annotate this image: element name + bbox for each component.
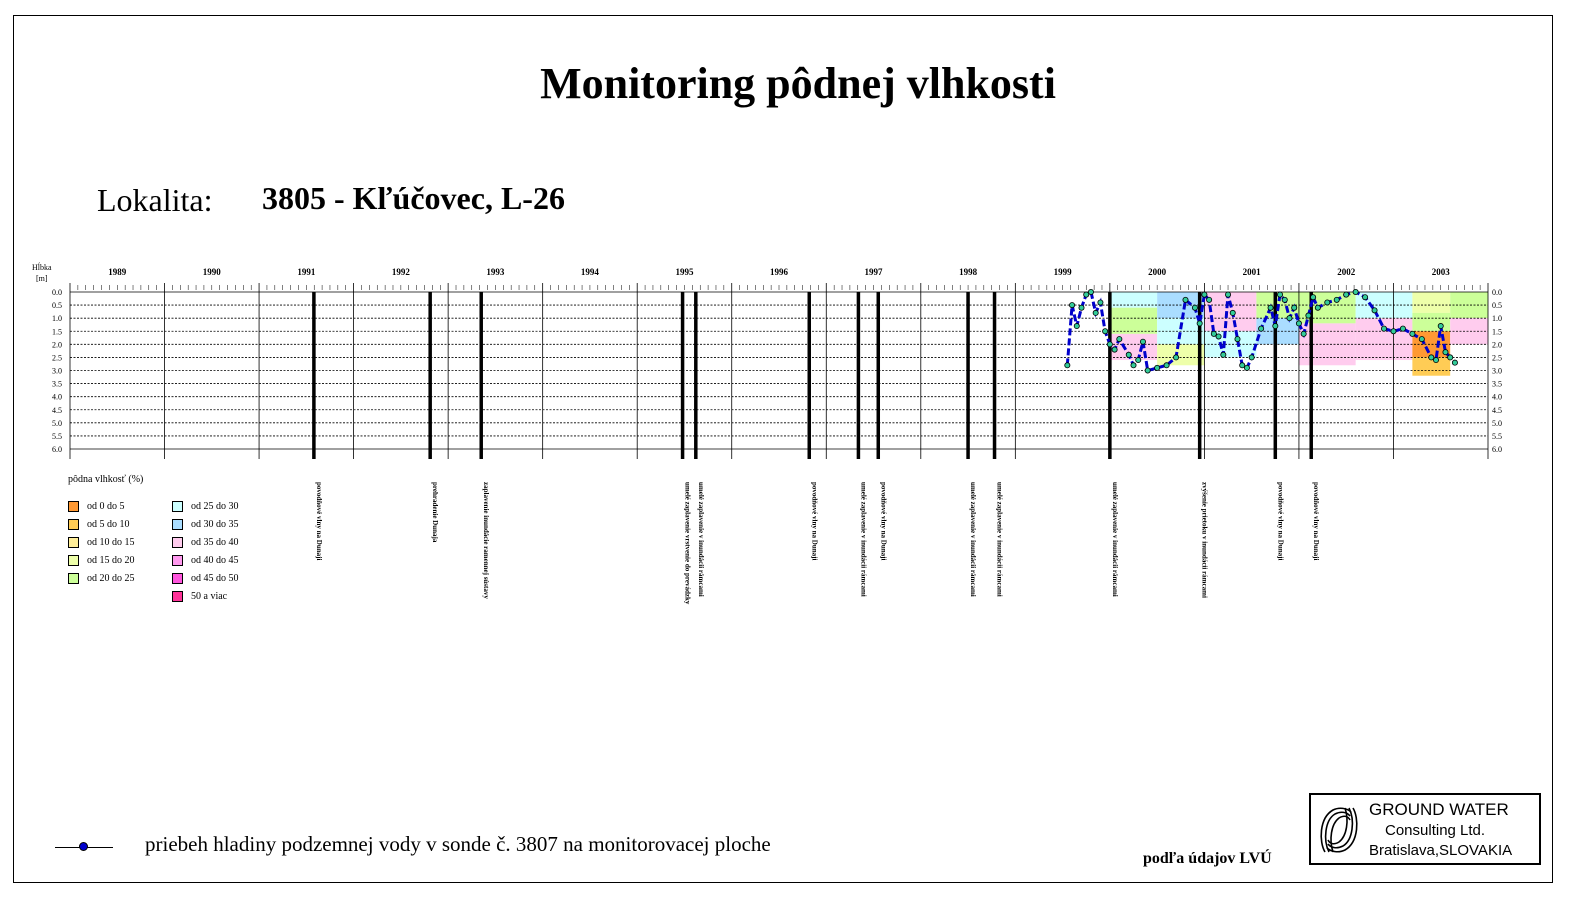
moisture-swatch	[68, 555, 79, 566]
event-label: zaplavenie inundácie ramennej sústavy	[482, 482, 491, 599]
moisture-legend-item	[172, 518, 239, 532]
event-label: povodňové vlny na Dunaji	[1276, 482, 1285, 561]
groundwater-point	[1334, 297, 1339, 302]
moisture-legend-item	[172, 590, 227, 604]
moisture-legend-label: od 35 do 40	[191, 537, 239, 548]
moisture-swatch	[172, 537, 183, 548]
depth-tick-label: 2.5	[52, 353, 62, 363]
event-label: povodňové vlny na Dunaji	[314, 482, 323, 561]
moisture-legend-item	[68, 518, 130, 532]
moisture-legend-item	[68, 500, 125, 514]
groundwater-point	[1084, 292, 1089, 297]
legend-marker	[79, 842, 88, 851]
moisture-legend-label: od 40 do 45	[191, 555, 239, 566]
depth-tick-label: 5.5	[52, 431, 62, 441]
moisture-swatch	[172, 501, 183, 512]
groundwater-point	[1098, 300, 1103, 305]
depth-tick-label: 1.0	[52, 314, 62, 324]
groundwater-point	[1391, 329, 1396, 334]
groundwater-point	[1225, 292, 1230, 297]
groundwater-point	[1282, 297, 1287, 302]
year-label: 1995	[675, 267, 694, 277]
groundwater-point	[1277, 292, 1282, 297]
groundwater-point	[1183, 297, 1188, 302]
year-label: 1998	[959, 267, 978, 277]
depth-tick-label: 4.5	[52, 405, 62, 415]
moisture-swatch	[68, 501, 79, 512]
depth-tick-label-right: 6.0	[1492, 445, 1502, 454]
moisture-legend-label: od 5 do 10	[87, 519, 130, 530]
groundwater-point	[1079, 305, 1084, 310]
depth-tick-label-right: 4.0	[1492, 392, 1502, 402]
groundwater-point	[1296, 321, 1301, 326]
location-value: 3805 - Kľúčovec, L-26	[262, 180, 565, 216]
groundwater-point	[1419, 337, 1424, 342]
depth-tick-label: 4.0	[52, 392, 62, 402]
depth-tick-label-right: 3.5	[1492, 379, 1502, 389]
year-label: 1994	[580, 267, 599, 277]
groundwater-point	[1311, 295, 1316, 300]
year-label: 2000	[1148, 267, 1167, 277]
year-label: 1991	[297, 267, 316, 277]
year-label: 1999	[1053, 267, 1072, 277]
moisture-swatch	[68, 537, 79, 548]
moisture-cell	[1412, 313, 1450, 331]
event-label: povodňové vlny na Dunaji	[1312, 482, 1321, 561]
groundwater-point	[1136, 357, 1141, 362]
groundwater-point	[1306, 313, 1311, 318]
event-label: prehradenie Dunaja	[431, 482, 440, 543]
depth-tick-label-right: 2.5	[1492, 353, 1502, 363]
groundwater-point	[1438, 323, 1443, 328]
groundwater-point	[1273, 323, 1278, 328]
location-label: Lokalita:	[97, 182, 213, 218]
groundwater-point	[1207, 297, 1212, 302]
groundwater-point	[1173, 355, 1178, 360]
groundwater-point	[1259, 326, 1264, 331]
depth-tick-label: 0.5	[52, 301, 62, 311]
depth-axis-unit: [m]	[36, 274, 48, 283]
groundwater-point	[1443, 350, 1448, 355]
groundwater-point	[1107, 342, 1112, 347]
groundwater-point	[1117, 337, 1122, 342]
event-label: zvýšenie prietoku v inundácii rámcami	[1200, 482, 1209, 598]
groundwater-point	[1410, 331, 1415, 336]
groundwater-point	[1216, 334, 1221, 339]
groundwater-point	[1400, 326, 1405, 331]
groundwater-point	[1240, 363, 1245, 368]
depth-tick-label-right: 3.0	[1492, 366, 1502, 376]
event-label: umelé zaplavenie v inundácii rámcami	[696, 482, 705, 597]
groundwater-point	[1353, 289, 1358, 294]
event-label: umelé zaplavenie v inundácii rámcami	[1110, 482, 1119, 597]
moisture-legend-item	[68, 572, 135, 586]
depth-tick-label-right: 4.5	[1492, 405, 1502, 415]
groundwater-point	[1433, 357, 1438, 362]
depth-axis-label: Hĺbka	[32, 263, 52, 272]
event-label: umelé zaplavenie v inundácii rámcami	[995, 482, 1004, 597]
depth-tick-label: 6.0	[52, 445, 62, 454]
groundwater-point	[1363, 295, 1368, 300]
groundwater-point	[1164, 363, 1169, 368]
source-note: podľa údajov LVÚ	[1143, 850, 1272, 867]
groundwater-point	[1155, 365, 1160, 370]
year-label: 1992	[391, 267, 410, 277]
groundwater-point	[1145, 368, 1150, 373]
groundwater-point	[1126, 352, 1131, 357]
page-title: Monitoring pôdnej vlhkosti	[540, 59, 1056, 108]
depth-tick-label-right: 5.5	[1492, 431, 1502, 441]
groundwater-point	[1131, 363, 1136, 368]
event-label: umelé zaplavenie vrstvenie do prevádzky	[683, 482, 692, 605]
logo-icon	[1317, 802, 1361, 858]
depth-tick-label-right: 5.0	[1492, 418, 1502, 428]
company-logo	[1309, 793, 1541, 865]
groundwater-point	[1292, 305, 1297, 310]
moisture-legend-label: od 10 do 15	[87, 537, 135, 548]
groundwater-point	[1221, 352, 1226, 357]
year-label: 2001	[1242, 267, 1261, 277]
moisture-legend-label: od 45 do 50	[191, 573, 239, 584]
moisture-swatch	[172, 519, 183, 530]
moisture-legend-item	[172, 554, 239, 568]
moisture-swatch	[172, 573, 183, 584]
depth-tick-label-right: 1.5	[1492, 327, 1502, 337]
logo-line-1: GROUND WATER	[1369, 800, 1509, 819]
year-label: 1990	[202, 267, 221, 277]
groundwater-point	[1325, 300, 1330, 305]
depth-tick-label: 1.5	[52, 327, 62, 337]
year-label: 2002	[1337, 267, 1356, 277]
moisture-legend-label: 50 a viac	[191, 591, 228, 602]
depth-tick-label: 3.0	[52, 366, 62, 376]
depth-tick-label: 5.0	[52, 418, 62, 428]
moisture-swatch	[172, 555, 183, 566]
depth-tick-label-right: 0.5	[1492, 301, 1502, 311]
groundwater-point	[1315, 305, 1320, 310]
groundwater-point	[1074, 323, 1079, 328]
groundwater-point	[1103, 329, 1108, 334]
moisture-swatch	[172, 591, 183, 602]
moisture-legend-label: od 20 do 25	[87, 573, 135, 584]
moisture-legend-item	[68, 536, 135, 550]
depth-tick-label-right: 1.0	[1492, 314, 1502, 324]
moisture-swatch	[68, 573, 79, 584]
groundwater-point	[1093, 310, 1098, 315]
groundwater-point	[1211, 331, 1216, 336]
groundwater-point	[1088, 289, 1093, 294]
moisture-legend-label: od 25 do 30	[191, 501, 239, 512]
groundwater-point	[1065, 363, 1070, 368]
groundwater-point	[1202, 292, 1207, 297]
groundwater-point	[1381, 326, 1386, 331]
groundwater-point	[1069, 302, 1074, 307]
groundwater-point	[1448, 355, 1453, 360]
logo-line-2: Consulting Ltd.	[1385, 822, 1486, 839]
groundwater-point	[1452, 360, 1457, 365]
moisture-cell	[1412, 292, 1450, 313]
logo-line-3: Bratislava,SLOVAKIA	[1369, 842, 1513, 859]
groundwater-point	[1192, 305, 1197, 310]
groundwater-point	[1244, 365, 1249, 370]
event-label: povodňové vlny na Dunaji	[810, 482, 819, 561]
groundwater-point	[1344, 292, 1349, 297]
moisture-legend-item	[172, 572, 239, 586]
year-label: 2003	[1431, 267, 1450, 277]
moisture-cell	[1157, 344, 1204, 365]
moisture-legend-label: od 0 do 5	[87, 501, 125, 512]
groundwater-point	[1287, 316, 1292, 321]
groundwater-point	[1140, 339, 1145, 344]
event-label: umelé zaplavenie v inundácii rámcami	[969, 482, 978, 597]
depth-tick-label-right: 2.0	[1492, 340, 1502, 350]
groundwater-point	[1249, 355, 1254, 360]
moisture-legend-label: od 15 do 20	[87, 555, 135, 566]
groundwater-point	[1268, 305, 1273, 310]
groundwater-point	[1230, 310, 1235, 315]
groundwater-point	[1112, 347, 1117, 352]
depth-tick-label-right: 0.0	[1492, 288, 1502, 297]
groundwater-point	[1372, 308, 1377, 313]
moisture-legend-item	[172, 500, 239, 514]
year-label: 1996	[770, 267, 788, 277]
year-label: 1989	[108, 267, 127, 277]
year-label: 1997	[864, 267, 883, 277]
moisture-legend-item	[68, 554, 135, 568]
year-label: 1993	[486, 267, 505, 277]
groundwater-legend-label: priebeh hladiny podzemnej vody v sonde č. 3807 na monitorovacej ploche	[145, 832, 771, 856]
depth-tick-label: 0.0	[52, 288, 62, 297]
moisture-cell	[1356, 318, 1413, 360]
moisture-legend-item	[172, 536, 239, 550]
groundwater-point	[1429, 355, 1434, 360]
groundwater-point	[1235, 337, 1240, 342]
groundwater-point	[1197, 321, 1202, 326]
moisture-cell	[1110, 308, 1157, 334]
event-label: povodňové vlny na Dunaji	[879, 482, 888, 561]
depth-tick-label: 2.0	[52, 340, 62, 350]
groundwater-point	[1301, 331, 1306, 336]
depth-tick-label: 3.5	[52, 379, 62, 389]
moisture-legend-title: pôdna vlhkosť (%)	[68, 474, 144, 485]
event-label: umelé zaplavenie v inundácii rámcami	[859, 482, 868, 597]
moisture-legend-label: od 30 do 35	[191, 519, 239, 530]
moisture-swatch	[68, 519, 79, 530]
